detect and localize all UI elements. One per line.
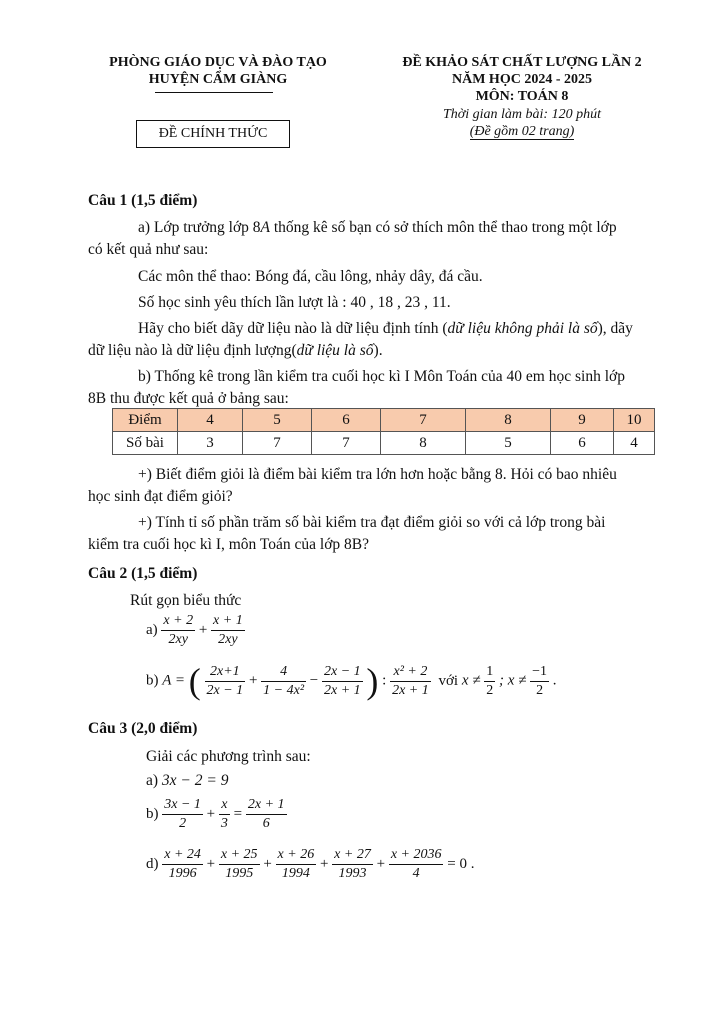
q1b-intro-2: 8B thu được kết quả ở bảng sau: [88, 390, 289, 407]
score-row [113, 409, 655, 432]
period: . [552, 672, 557, 689]
plus-sign: + [263, 856, 272, 872]
plus-sign: + [206, 856, 216, 872]
plus-sign: + [248, 672, 258, 689]
page-count-text: (Đề gồm 02 trang) [469, 124, 575, 139]
q2b-cond2-num: −1 [530, 663, 549, 682]
q3d-term [162, 846, 203, 883]
q1a-sports: Các môn thể thao: Bóng đá, cầu lông, nhảy dây, đá cầu. [138, 268, 483, 285]
exam-title: ĐỀ KHẢO SÁT CHẤT LƯỢNG LẦN 2 [402, 55, 642, 70]
q3d-term-num: x + 2036 [389, 846, 444, 865]
count-cell: 8 [381, 432, 466, 455]
q1-title: Câu 1 (1,5 điểm) [88, 192, 198, 209]
q2b-frac2-num: 4 [261, 663, 306, 682]
q3b-frac2-num: x [219, 796, 230, 815]
q1a-counts: Số học sinh yêu thích lần lượt là : 40 , 18 , 23 , 11. [138, 294, 451, 311]
district-name: HUYỆN CẨM GIÀNG [148, 72, 288, 87]
q2-intro: Rút gọn biểu thức [130, 592, 242, 609]
q3d-term-num: x + 27 [332, 846, 373, 865]
q3-title: Câu 3 (2,0 điểm) [88, 720, 198, 737]
q2b-cond1 [484, 663, 495, 700]
q1b-question1-l2: học sinh đạt điểm giỏi? [88, 488, 233, 505]
q2a-expression [146, 612, 245, 649]
q1a-ask2a: dữ liệu nào là dữ liệu định lượng( [88, 342, 297, 359]
q3a-label: a) [146, 772, 159, 789]
score-cell: 10 [614, 409, 655, 432]
q2a-frac1 [161, 612, 195, 649]
q3d-term [389, 846, 444, 883]
department-name: PHÒNG GIÁO DỤC VÀ ĐÀO TẠO [109, 55, 327, 70]
q2-title: Câu 2 (1,5 điểm) [88, 565, 198, 582]
plus-sign: + [198, 622, 208, 638]
q1a-intro-2: thống kê số bạn có sở thích môn thể thao trong một lớp [270, 219, 617, 236]
score-cell: 8 [466, 409, 551, 432]
q3b-frac1-num: 3x − 1 [162, 796, 203, 815]
paren-close: ) [366, 661, 379, 701]
subject: MÔN: TOÁN 8 [475, 89, 569, 104]
q3b-frac3 [246, 796, 287, 833]
q3d-term [276, 846, 317, 883]
q3d-term-den: 1995 [225, 866, 254, 881]
q3-intro: Giải các phương trình sau: [146, 748, 311, 765]
q2a-frac2 [211, 612, 245, 649]
q1b-question1-l1: +) Biết điểm giỏi là điểm bài kiểm tra lớn hơn hoặc bằng 8. Hỏi có bao nhiêu [138, 466, 617, 483]
q2b-frac4-num: x² + 2 [390, 663, 431, 682]
q3b-frac3-num: 2x + 1 [246, 796, 287, 815]
q2b-cond2-den: 2 [536, 682, 544, 698]
q2b-A: A = [162, 672, 186, 689]
q1a-ask2c: ). [373, 342, 383, 359]
count-row [113, 432, 655, 455]
q3b-frac2-den: 3 [220, 816, 228, 831]
q1b-question2-l1: +) Tính tỉ số phần trăm số bài kiểm tra đạt điểm giỏi so với cả lớp trong bài [138, 514, 606, 531]
var-x: ; x ≠ [499, 672, 527, 689]
q3d-term [332, 846, 373, 883]
q2b-frac2-den: 1 − 4x² [263, 682, 305, 698]
plus-sign: + [319, 856, 329, 872]
q1a-intro [138, 217, 678, 239]
q3a-equation [146, 770, 228, 792]
q3b-frac1-den: 2 [179, 816, 187, 831]
count-cell: 4 [614, 432, 655, 455]
q2b-frac1 [205, 663, 246, 700]
equals-sign: = [233, 806, 243, 822]
q3b-frac3-den: 6 [262, 816, 270, 831]
q3d-term-den: 1996 [168, 866, 197, 881]
q2a-frac1-num: x + 2 [161, 612, 195, 631]
score-cell: 4 [178, 409, 243, 432]
count-cell: 6 [551, 432, 614, 455]
q1a-ask1c: ), dãy [597, 320, 633, 337]
q3b-frac1 [162, 796, 203, 833]
q3d-label: d) [146, 856, 159, 872]
count-row-label: Số bài [113, 432, 178, 455]
var-x: x ≠ [461, 672, 481, 689]
q2a-label: a) [146, 622, 158, 638]
q1a-ask-line2 [88, 340, 383, 362]
q3b-equation [146, 796, 287, 833]
q2b-frac1-den: 2x − 1 [206, 682, 244, 698]
score-table [112, 408, 655, 455]
q1b-intro-1: b) Thống kê trong lần kiểm tra cuối học kì I Môn Toán của 40 em học sinh lớp [138, 368, 625, 385]
school-year: NĂM HỌC 2024 - 2025 [452, 72, 592, 87]
q3b-label: b) [146, 806, 159, 822]
q2b-with: với [438, 672, 459, 689]
q1b-question2-l2: kiểm tra cuối học kì I, môn Toán của lớp 8B? [88, 536, 370, 553]
q1a-intro-3: có kết quả như sau: [88, 241, 209, 258]
q3d-term-den: 1993 [338, 866, 367, 881]
q2b-frac1-num: 2x+1 [205, 663, 246, 682]
q2b-frac3 [322, 663, 363, 700]
score-cell: 7 [381, 409, 466, 432]
q3d-term-num: x + 25 [219, 846, 260, 865]
q2b-frac4-den: 2x + 1 [392, 682, 429, 698]
q2b-frac3-den: 2x + 1 [323, 682, 361, 698]
q3d-term [219, 846, 260, 883]
q2a-frac1-den: 2xy [168, 632, 188, 647]
score-cell: 9 [551, 409, 614, 432]
q3d-term-den: 1994 [281, 866, 310, 881]
q2b-frac3-num: 2x − 1 [322, 663, 363, 682]
score-cell: 5 [243, 409, 312, 432]
q2b-frac4 [390, 663, 431, 700]
q1a-ask-line1 [138, 318, 633, 340]
score-table-wrap [112, 408, 655, 455]
q2b-cond2 [530, 663, 549, 700]
header-underline [155, 92, 273, 93]
plus-sign: + [376, 856, 386, 872]
q3d-term-den: 4 [412, 866, 420, 881]
count-cell: 3 [178, 432, 243, 455]
paren-open: ( [188, 661, 201, 701]
q1a-ask1b: dữ liệu không phải là số [447, 320, 598, 337]
official-exam-box: ĐỀ CHÍNH THỨC [136, 120, 290, 148]
q2a-frac2-den: 2xy [218, 632, 238, 647]
q3d-rhs: = 0 . [447, 856, 475, 872]
q2b-label: b) [146, 672, 159, 689]
count-cell: 5 [466, 432, 551, 455]
q3b-frac2 [219, 796, 230, 833]
q2b-frac2 [261, 663, 306, 700]
page-count [372, 124, 672, 140]
q3d-term-num: x + 24 [162, 846, 203, 865]
q2b-cond1-den: 2 [486, 682, 494, 698]
count-cell: 7 [312, 432, 381, 455]
plus-sign: + [206, 806, 216, 822]
q3d-term-num: x + 26 [276, 846, 317, 865]
q2b-expression [146, 660, 557, 702]
divide-sign: : [382, 672, 387, 689]
q3a-eq: 3x − 2 = 9 [161, 772, 229, 789]
exam-time: Thời gian làm bài: 120 phút [443, 107, 601, 122]
score-row-label: Điểm [113, 409, 178, 432]
q3d-equation [146, 846, 474, 883]
q2a-frac2-num: x + 1 [211, 612, 245, 631]
q1a-class-var: A [260, 219, 270, 236]
q1a-ask2b: dữ liệu là số [296, 342, 374, 359]
q1a-ask1a: Hãy cho biết dãy dữ liệu nào là dữ liệu định tính ( [138, 320, 448, 337]
q2b-cond1-num: 1 [484, 663, 495, 682]
count-cell: 7 [243, 432, 312, 455]
q1a-intro-1: a) Lớp trưởng lớp 8 [138, 219, 261, 236]
minus-sign: − [309, 672, 319, 689]
score-cell: 6 [312, 409, 381, 432]
